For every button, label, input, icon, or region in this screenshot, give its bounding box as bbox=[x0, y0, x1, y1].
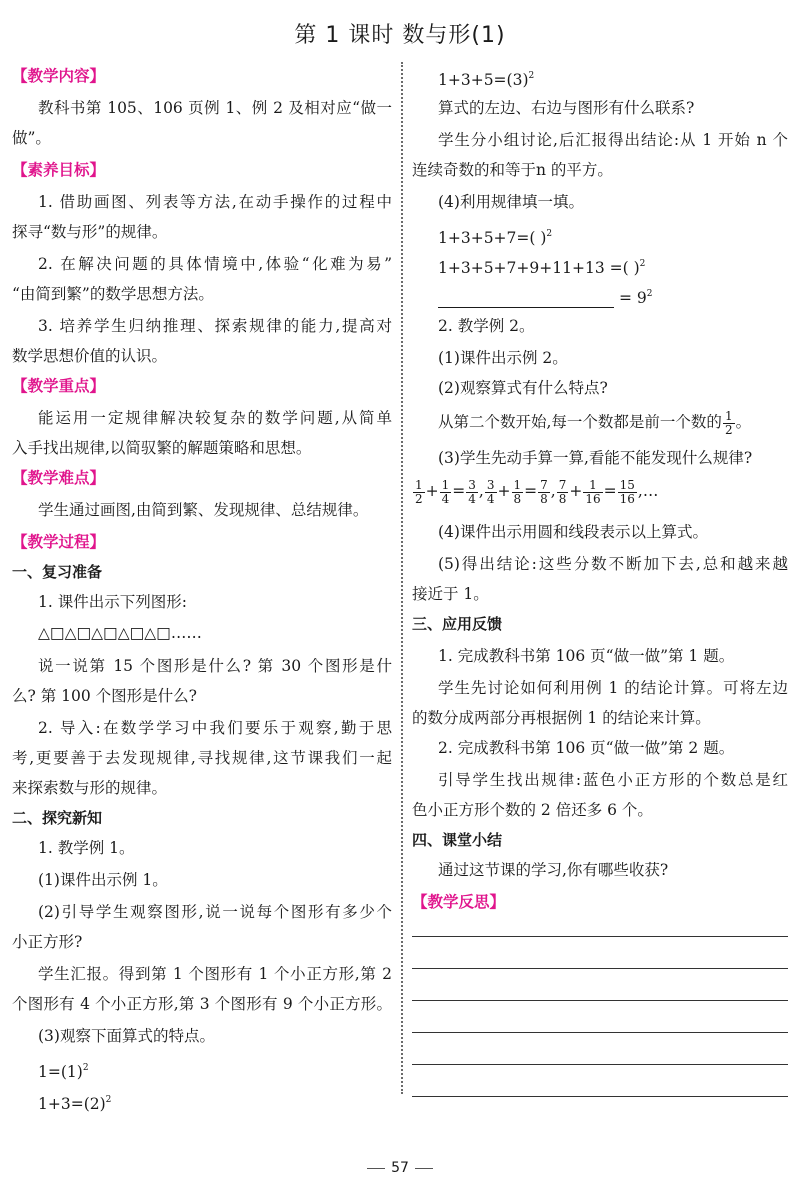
s2-step-3: (3)观察下面算式的特点。 bbox=[38, 1027, 215, 1045]
ex2-observation: 从第二个数开始,每一个数都是前一个数的 $\frac{1}{2}$ 。 bbox=[438, 408, 752, 437]
section-4-title: 四、课堂小结 bbox=[412, 831, 503, 849]
goal-3-line-1: 3. 培养学生归纳推理、探索规律的能力,提高对 bbox=[38, 317, 392, 335]
difficulty-line-1: 学生通过画图,由简到繁、发现规律、总结规律。 bbox=[38, 501, 369, 519]
s2-step-2-line-2: 小正方形? bbox=[12, 933, 83, 951]
ex2-step-2: (2)观察算式有什么特点? bbox=[438, 379, 608, 397]
conclusion-line-2: 连续奇数的和等于n 的平方。 bbox=[412, 161, 613, 179]
heading-process: 【教学过程】 bbox=[12, 533, 106, 551]
s2-report-line-1: 学生汇报。得到第 1 个图形有 1 个小正方形,第 2 bbox=[38, 965, 392, 983]
ex2-step-5-line-1: (5)得出结论:这些分数不断加下去,总和越来越 bbox=[438, 555, 788, 573]
footer-dash bbox=[367, 1168, 385, 1169]
goal-2-line-2: “由简到繁”的数学思想方法。 bbox=[12, 285, 214, 303]
equation-3: $1+3+5=(3)^2$ bbox=[438, 71, 535, 89]
ex2-step-4: (4)课件出示用圆和线段表示以上算式。 bbox=[438, 523, 708, 541]
heading-teaching-content: 【教学内容】 bbox=[12, 67, 106, 85]
goal-2-line-1: 2. 在解决问题的具体情境中,体验“化难为易” bbox=[38, 255, 392, 273]
reflection-line bbox=[412, 1000, 788, 1001]
key-line-1: 能运用一定规律解决较复杂的数学问题,从简单 bbox=[38, 409, 392, 427]
s1-question-line-1: 说一说第 15 个图形是什么? 第 30 个图形是什 bbox=[38, 657, 392, 675]
equation-2: $1+3=(2)^2$ bbox=[38, 1095, 112, 1113]
s3-item-2-desc-line-1: 引导学生找出规律:蓝色小正方形的个数总是红 bbox=[438, 771, 788, 789]
goal-1-line-2: 探寻“数与形”的规律。 bbox=[12, 223, 168, 241]
goal-3-line-2: 数学思想价值的认识。 bbox=[12, 347, 168, 365]
example-2-title: 2. 教学例 2。 bbox=[438, 317, 535, 335]
heading-difficulties: 【教学难点】 bbox=[12, 469, 106, 487]
goal-1-line-1: 1. 借助画图、列表等方法,在动手操作的过程中 bbox=[38, 193, 392, 211]
section-3-title: 三、应用反馈 bbox=[412, 615, 503, 633]
reflection-line bbox=[412, 1032, 788, 1033]
column-divider bbox=[401, 62, 403, 1094]
s3-item-1-desc-line-2: 的数分成两部分再根据例 1 的结论来计算。 bbox=[412, 709, 711, 727]
summary-question: 通过这节课的学习,你有哪些收获? bbox=[438, 861, 669, 879]
key-line-2: 入手找出规律,以简驭繁的解题策略和思想。 bbox=[12, 439, 312, 457]
footer-dash bbox=[415, 1168, 433, 1169]
fraction-sums: $\frac{1}{2}$ + $\frac{1}{4}$ = $\frac{3}{4}$ , $\frac{3}{4}$ + $\frac{1}{8}$ = $\frac{7}{8}$ , $\frac{7}{8}$ + $\frac{1}{16}$ = $\frac{15}{16}$ ,… bbox=[415, 477, 659, 506]
fill-equation-2: 1+3+5+7+9+11+13 =( )$^2$ bbox=[438, 259, 646, 277]
s1-item-1: 1. 课件出示下列图形: bbox=[38, 593, 187, 611]
s3-item-2-desc-line-2: 色小正方形个数的 2 倍还多 6 个。 bbox=[412, 801, 653, 819]
answer-blank bbox=[438, 292, 614, 308]
s1-intro-line-1: 2. 导入:在数学学习中我们要乐于观察,勤于思 bbox=[38, 719, 392, 737]
s1-intro-line-3: 来探索数与形的规律。 bbox=[12, 779, 168, 797]
content-line-1: 教科书第 105、106 页例 1、例 2 及相对应“做一 bbox=[38, 99, 392, 117]
s2-step-1: (1)课件出示例 1。 bbox=[38, 871, 168, 889]
heading-key-points: 【教学重点】 bbox=[12, 377, 106, 395]
section-2-title: 二、探究新知 bbox=[12, 809, 103, 827]
fill-instruction: (4)利用规律填一填。 bbox=[438, 193, 584, 211]
s2-example-1: 1. 教学例 1。 bbox=[38, 839, 135, 857]
s3-item-1-desc-line-1: 学生先讨论如何利用例 1 的结论计算。可将左边 bbox=[438, 679, 788, 697]
fill-equation-3: = $9^2$ bbox=[438, 284, 652, 308]
page-title: 第 1 课时 数与形(1) bbox=[294, 23, 506, 48]
reflection-line bbox=[412, 936, 788, 937]
reflection-line bbox=[412, 1096, 788, 1097]
s2-step-2-line-1: (2)引导学生观察图形,说一说每个图形有多少个 bbox=[38, 903, 392, 921]
s3-item-2: 2. 完成教科书第 106 页“做一做”第 2 题。 bbox=[438, 739, 735, 757]
fill-equation-1: 1+3+5+7=( )$^2$ bbox=[438, 229, 553, 247]
s3-item-1: 1. 完成教科书第 106 页“做一做”第 1 题。 bbox=[438, 647, 735, 665]
conclusion-line-1: 学生分小组讨论,后汇报得出结论:从 1 开始 n 个 bbox=[438, 131, 788, 149]
equation-1: $1=(1)^2$ bbox=[38, 1063, 89, 1081]
page-footer bbox=[0, 1160, 800, 1176]
ex2-step-3: (3)学生先动手算一算,看能不能发现什么规律? bbox=[438, 449, 753, 467]
section-1-title: 一、复习准备 bbox=[12, 563, 103, 581]
ex2-step-5-line-2: 接近于 1。 bbox=[412, 585, 489, 603]
heading-reflection: 【教学反思】 bbox=[412, 893, 506, 911]
page-number: 57 bbox=[391, 1160, 409, 1176]
reflection-line bbox=[412, 968, 788, 969]
heading-goals: 【素养目标】 bbox=[12, 161, 106, 179]
reflection-line bbox=[412, 1064, 788, 1065]
shape-sequence: △□△□△□△□△□…… bbox=[38, 624, 202, 642]
s1-question-line-2: 么? 第 100 个图形是什么? bbox=[12, 687, 197, 705]
s2-report-line-2: 个图形有 4 个小正方形,第 3 个图形有 9 个小正方形。 bbox=[12, 995, 392, 1013]
content-line-2: 做”。 bbox=[12, 129, 51, 147]
s1-intro-line-2: 考,更要善于去发现规律,寻找规律,这节课我们一起 bbox=[12, 749, 392, 767]
fraction-half: $\frac{1}{2}$ bbox=[724, 408, 733, 437]
relation-question: 算式的左边、右边与图形有什么联系? bbox=[438, 99, 695, 117]
ex2-step-1: (1)课件出示例 2。 bbox=[438, 349, 568, 367]
